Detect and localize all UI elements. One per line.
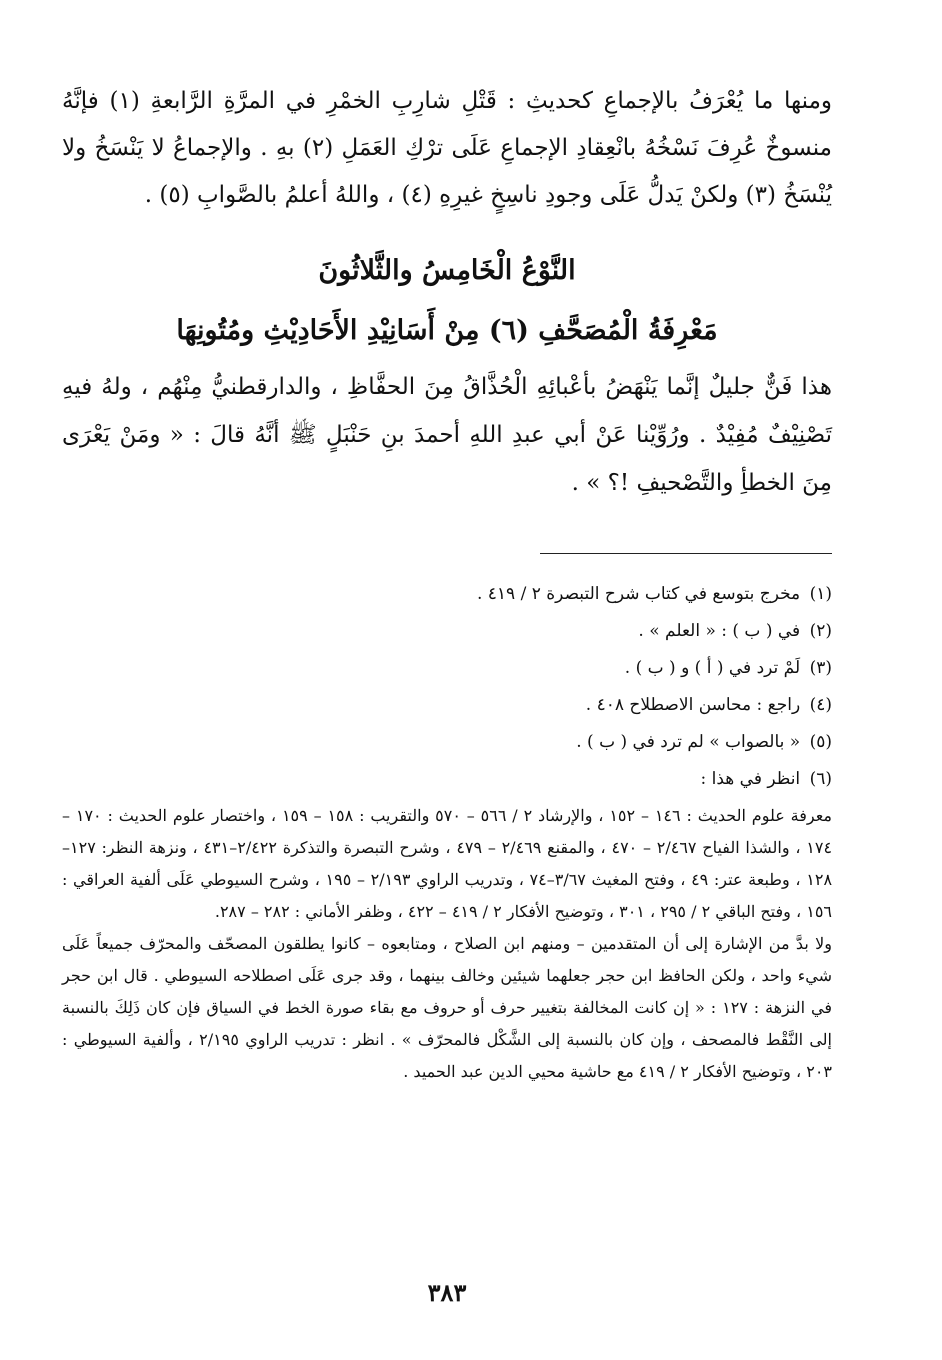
footnote-number: (٣) xyxy=(809,658,832,678)
footnote-text: لَمْ ترد في ( أ ) و ( ب ) . xyxy=(624,658,801,678)
footnote-number: (٢) xyxy=(809,621,832,641)
intro-paragraph: هذا فَنٌّ جليلٌ إنَّما يَنْهَضُ بأعْبائِهِ الْحُذَّاقُ مِنَ الحفَّاظِ ، والدارقطنيُّ مِنْهُم ، ولهُ فيهِ تَصْنِيْفٌ مُفِيْدٌ . ورُوِّيْنا عَنْ أبي عبدِ اللهِ أحمدَ بنِ حَنْبَلٍ ﷺ أنَّهُ قالَ : « ومَنْ يَعْرَى مِنَ الخطأِ والتَّصْحيفِ !؟ » . xyxy=(62,374,832,496)
footnote-text: مخرج بتوسع في كتاب شرح التبصرة ٢ / ٤١٩ . xyxy=(476,584,801,604)
footnote-2 xyxy=(62,613,832,650)
references-note: ولا بدَّ من الإشارة إلى أن المتقدمين – ومنهم ابن الصلاح ، ومتابعوه – كانوا يطلقون المصحّف والمحرّف جميعاً عَلَى شيء واحد ، ولكن الحافظ ابن حجر جعلهما شيئين وخالف بينهما ، وقد جرى عَلَى اصطلاحه السيوطي . قال ابن حجر في النزهة : ١٢٧ : « إن كانت المخالفة بتغيير حرف أو حروف مع بقاء صورة الخط في السياق فإن كان ذَلِكَ بالنسبة إلى النَّقْط فالمصحف ، وإن كان بالنسبة إلى الشَّكْل فالمحرّف » . انظر : تدريب الراوي ٢/١٩٥ ، وألفية السيوطي : ٢٠٣ ، وتوضيح الأفكار ٢ / ٤١٩ مع حاشية محيي الدين عبد الحميد . xyxy=(62,934,833,1081)
chapter-heading xyxy=(62,241,832,361)
footnote-6 xyxy=(62,761,832,798)
footnote-separator xyxy=(540,553,832,554)
page-number: ٣٨٣ xyxy=(427,1278,467,1307)
book-page xyxy=(62,78,832,1328)
footnote-number: (١) xyxy=(809,584,832,604)
footnote-1 xyxy=(62,576,832,613)
footnote-references xyxy=(62,800,832,1088)
chapter-subtitle: مَعْرِفَةُ الْمُصَحَّفِ (٦) مِنْ أَسَانِيْدِ الأَحَادِيْثِ ومُتُونِهَا xyxy=(176,315,718,346)
footnote-number: (٥) xyxy=(809,732,832,752)
footnote-5 xyxy=(62,724,832,761)
footnote-3 xyxy=(62,650,832,687)
footnote-text: في ( ب ) : « العلم » . xyxy=(638,621,801,641)
footnote-number: (٦) xyxy=(809,769,832,789)
footnote-number: (٤) xyxy=(809,695,832,715)
footnote-4 xyxy=(62,687,832,724)
footnote-text: راجع : محاسن الاصطلاح ٤٠٨ . xyxy=(585,695,801,715)
body-paragraph: ومنها ما يُعْرَفُ بالإجماعِ كحديثِ : قَتْلِ شارِبِ الخمْرِ في المرَّةِ الرَّابعةِ (١) فإنَّهُ منسوخٌ عُرِفَ نَسْخُهُ بانْعِقادِ الإجماعِ عَلَى ترْكِ العَمَلِ (٢) بهِ . والإجماعُ لا يَنْسَخُ ولا يُنْسَخُ (٣) ولكنْ يَدلُّ عَلَى وجودِ ناسِخٍ غيرِهِ (٤) ، واللهُ أعلمُ بالصَّوابِ (٥) . xyxy=(62,88,832,208)
footnote-text: انظر في هذا : xyxy=(700,769,801,789)
chapter-title: النَّوْعُ الْخَامِسُ والثَّلاثُونَ xyxy=(318,255,576,286)
main-text xyxy=(62,78,832,219)
references-paragraph: معرفة علوم الحديث : ١٤٦ – ١٥٢ ، والإرشاد ٢ / ٥٦٦ – ٥٧٠ والتقريب : ١٥٨ – ١٥٩ ، واختصار علوم الحديث : ١٧٠ – ١٧٤ ، والشذا الفياح ٢/٤٦٧ – ٤٧٠ ، والمقنع ٢/٤٦٩ – ٤٧٩ ، وشرح التبصرة والتذكرة ٢/٤٢٢–٤٣١ ، ونزهة النظر: ١٢٧–١٢٨ ، وطبعة عتر: ٤٩ ، وفتح المغيث ٣/٦٧–٧٤ ، وتدريب الراوي ٢/١٩٣ – ١٩٥ ، وشرح السيوطي عَلَى ألفية العراقي : ١٥٦ ، وفتح الباقي ٢ / ٢٩٥ ، ٣٠١ ، وتوضيح الأفكار ٢ / ٤١٩ – ٤٢٢ ، وظفر الأماني : ٢٨٢ – ٢٨٧. xyxy=(62,806,833,921)
footnote-text: « بالصواب » لم ترد في ( ب ) . xyxy=(576,732,801,752)
footnotes xyxy=(62,576,832,798)
intro-text xyxy=(62,363,832,507)
